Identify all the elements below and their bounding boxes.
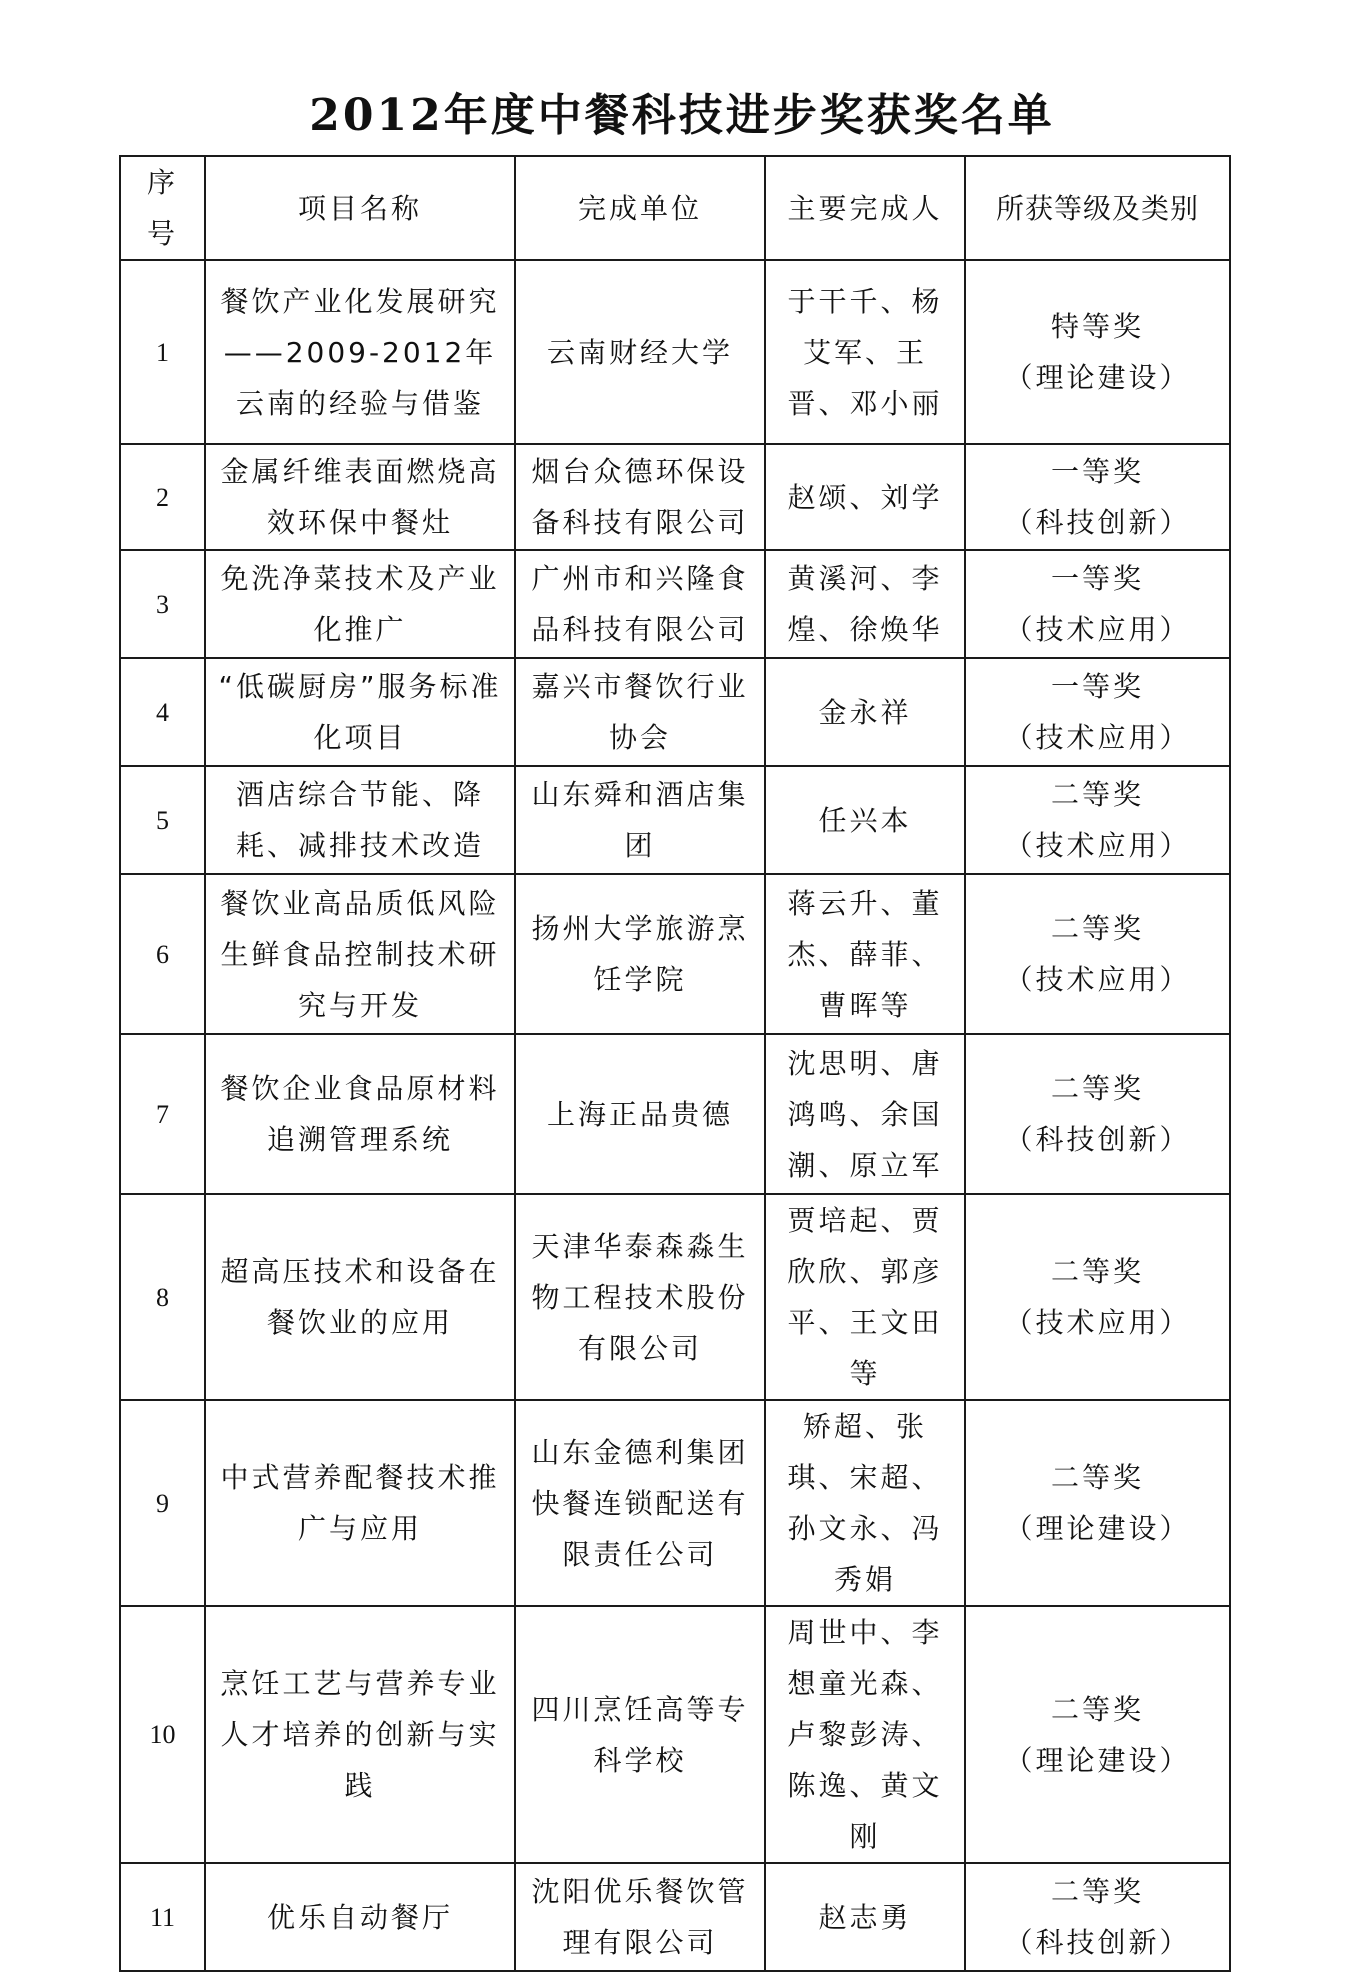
award-level: 一等奖 xyxy=(1050,670,1144,703)
award-category: （科技创新） xyxy=(1004,1926,1191,1959)
table-row xyxy=(120,1034,1230,1194)
award-level: 二等奖 xyxy=(1050,1072,1144,1105)
main-contributors: 周世中、李想童光森、卢黎彭涛、陈逸、黄文刚 xyxy=(765,1606,965,1863)
award-cell xyxy=(965,1194,1230,1400)
award-cell xyxy=(965,1606,1230,1863)
award-cell xyxy=(965,550,1230,658)
completion-unit: 嘉兴市餐饮行业协会 xyxy=(515,658,765,766)
row-number: 3 xyxy=(120,550,205,658)
row-number: 5 xyxy=(120,766,205,874)
project-name: 优乐自动餐厅 xyxy=(205,1863,515,1971)
award-level: 二等奖 xyxy=(1050,1692,1144,1726)
completion-unit: 沈阳优乐餐饮管理有限公司 xyxy=(515,1863,765,1971)
table-header-row xyxy=(120,156,1230,260)
main-contributors: 于干千、杨艾军、王晋、邓小丽 xyxy=(765,260,965,444)
completion-unit: 四川烹饪高等专科学校 xyxy=(515,1606,765,1863)
row-number: 9 xyxy=(120,1400,205,1606)
completion-unit: 天津华泰森淼生物工程技术股份有限公司 xyxy=(515,1194,765,1400)
main-contributors: 矫超、张琪、宋超、孙文永、冯秀娟 xyxy=(765,1400,965,1606)
row-number: 7 xyxy=(120,1034,205,1194)
award-category: （科技创新） xyxy=(1004,1123,1191,1156)
project-name: 餐饮企业食品原材料追溯管理系统 xyxy=(205,1034,515,1194)
table-row xyxy=(120,260,1230,444)
main-contributors: 金永祥 xyxy=(765,658,965,766)
completion-unit: 烟台众德环保设备科技有限公司 xyxy=(515,444,765,550)
project-name: 免洗净菜技术及产业化推广 xyxy=(205,550,515,658)
award-level: 一等奖 xyxy=(1050,562,1144,595)
main-contributors: 任兴本 xyxy=(765,766,965,874)
table-row xyxy=(120,1400,1230,1606)
award-category: （理论建设） xyxy=(1004,361,1191,394)
award-cell xyxy=(965,1400,1230,1606)
project-name: 餐饮产业化发展研究——2009-2012年云南的经验与借鉴 xyxy=(205,260,515,444)
table-row xyxy=(120,1606,1230,1863)
award-cell xyxy=(965,658,1230,766)
project-name: 金属纤维表面燃烧高效环保中餐灶 xyxy=(205,444,515,550)
award-level: 二等奖 xyxy=(1050,778,1144,811)
header-award: 所获等级及类别 xyxy=(965,156,1230,260)
project-name: 超高压技术和设备在餐饮业的应用 xyxy=(205,1194,515,1400)
project-name: 烹饪工艺与营养专业人才培养的创新与实践 xyxy=(205,1606,515,1863)
main-contributors: 蒋云升、董杰、薛菲、曹晖等 xyxy=(765,874,965,1034)
award-cell xyxy=(965,260,1230,444)
awards-table xyxy=(119,155,1231,1972)
award-level: 一等奖 xyxy=(1050,455,1144,488)
row-number: 11 xyxy=(120,1863,205,1971)
row-number: 4 xyxy=(120,658,205,766)
award-category: （理论建设） xyxy=(1004,1743,1191,1777)
award-category: （理论建设） xyxy=(1004,1512,1191,1545)
row-number: 1 xyxy=(120,260,205,444)
row-number: 2 xyxy=(120,444,205,550)
completion-unit: 广州市和兴隆食品科技有限公司 xyxy=(515,550,765,658)
award-category: （技术应用） xyxy=(1004,1306,1191,1339)
table-row xyxy=(120,444,1230,550)
header-number: 序号 xyxy=(120,156,205,260)
main-contributors: 黄溪河、李煌、徐焕华 xyxy=(765,550,965,658)
table-row xyxy=(120,550,1230,658)
project-name: 餐饮业高品质低风险生鲜食品控制技术研究与开发 xyxy=(205,874,515,1034)
project-name: 中式营养配餐技术推广与应用 xyxy=(205,1400,515,1606)
award-category: （技术应用） xyxy=(1004,613,1191,646)
main-contributors: 赵颂、刘学 xyxy=(765,444,965,550)
award-cell xyxy=(965,1034,1230,1194)
award-level: 二等奖 xyxy=(1050,1255,1144,1288)
award-level: 二等奖 xyxy=(1050,1461,1144,1494)
table-row xyxy=(120,658,1230,766)
award-category: （技术应用） xyxy=(1004,829,1191,862)
award-cell xyxy=(965,766,1230,874)
award-category: （技术应用） xyxy=(1004,721,1191,754)
page-title: 2012年度中餐科技进步奖获奖名单 xyxy=(309,90,1055,141)
award-level: 二等奖 xyxy=(1050,912,1144,945)
row-number: 8 xyxy=(120,1194,205,1400)
award-category: （科技创新） xyxy=(1004,506,1191,539)
completion-unit: 山东金德利集团快餐连锁配送有限责任公司 xyxy=(515,1400,765,1606)
completion-unit: 云南财经大学 xyxy=(515,260,765,444)
award-cell xyxy=(965,1863,1230,1971)
row-number: 10 xyxy=(120,1606,205,1863)
award-level: 特等奖 xyxy=(1050,310,1144,343)
completion-unit: 扬州大学旅游烹饪学院 xyxy=(515,874,765,1034)
award-cell xyxy=(965,444,1230,550)
row-number: 6 xyxy=(120,874,205,1034)
award-category: （技术应用） xyxy=(1004,963,1191,996)
main-contributors: 沈思明、唐鸿鸣、余国潮、原立军 xyxy=(765,1034,965,1194)
table-row xyxy=(120,766,1230,874)
project-name: 酒店综合节能、降耗、减排技术改造 xyxy=(205,766,515,874)
project-name: “低碳厨房”服务标准化项目 xyxy=(205,658,515,766)
completion-unit: 山东舜和酒店集团 xyxy=(515,766,765,874)
header-project: 项目名称 xyxy=(205,156,515,260)
table-row xyxy=(120,1194,1230,1400)
table-row xyxy=(120,874,1230,1034)
header-unit: 完成单位 xyxy=(515,156,765,260)
award-level: 二等奖 xyxy=(1050,1875,1144,1908)
header-people: 主要完成人 xyxy=(765,156,965,260)
main-contributors: 赵志勇 xyxy=(765,1863,965,1971)
completion-unit: 上海正品贵德 xyxy=(515,1034,765,1194)
award-cell xyxy=(965,874,1230,1034)
table-row xyxy=(120,1863,1230,1971)
main-contributors: 贾培起、贾欣欣、郭彦平、王文田等 xyxy=(765,1194,965,1400)
